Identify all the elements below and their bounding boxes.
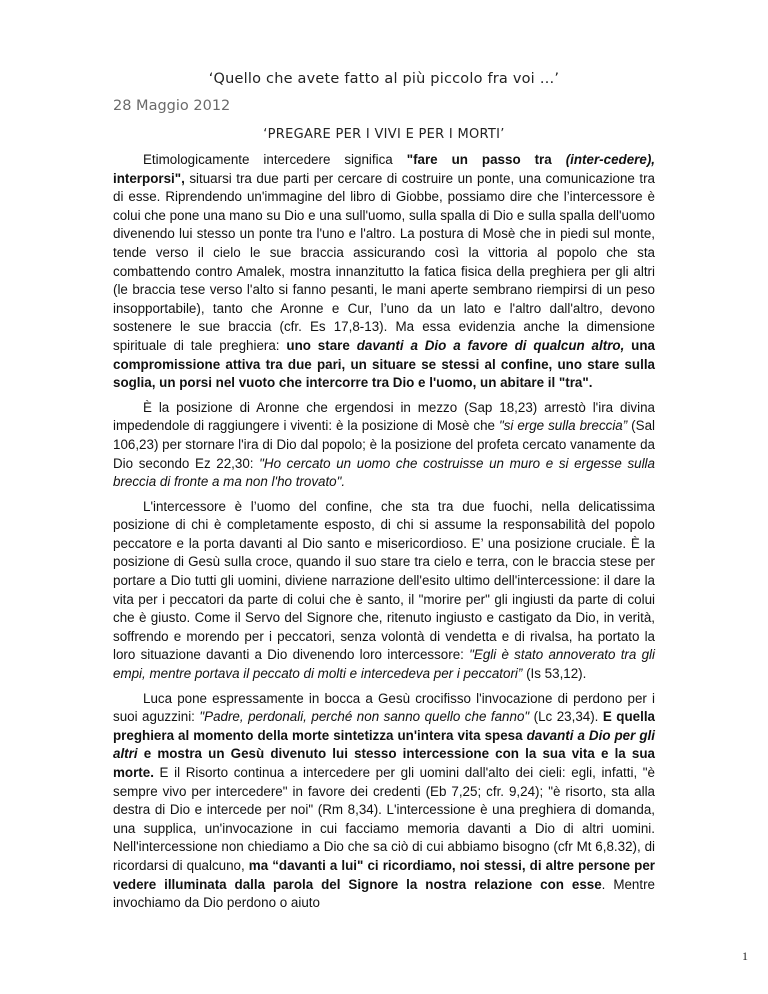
text-run: interporsi", — [113, 170, 185, 186]
text-run: Etimologicamente intercedere significa — [143, 152, 407, 167]
text-run: Luca pone espressamente in bocca a Gesù crocifisso l'invocazione di perdono per i suoi aguzzini: — [113, 690, 655, 725]
text-run: davanti a Dio per gli altri — [113, 727, 655, 762]
text-run: L'intercessore è l’uomo del confine, che sta tra due fuochi, nella delicatissima posizione di chi è completamente esposto, di chi si assume la responsabilità del popolo peccatore e la porta davanti al Dio santo e misericordioso. E’ una posizione cruciale. È la posizione di Gesù sulla croce, quando il suo stare tra cielo e terra, con le braccia stese per portare a Dio tutti gli uomini, diviene narrazione dell'esito ultimo dell'intercessione: il dare la vita per i peccatori da parte di colui che è santo, il "morire per" gli ingiusti da parte di colui che è giusto. Come il Servo del Signore che, ritenuto ingiusto e castigato da Dio, in verità, soffrendo e morendo per i peccatori, senza volontà di vendetta e di rivalsa, ha portato la loro situazione davanti a Dio divenendo loro intercessore: — [113, 498, 655, 663]
text-run: (Sal 106,23) per stornare l'ira di Dio dal popolo; è la posizione del profeta cercato vanamente da Dio secondo Ez 22,30: — [113, 418, 655, 471]
text-run: ma “davanti a lui" ci ricordiamo, noi stessi, di altre persone per vedere illuminata dalla parola del Signore la nostra relazione con esse — [113, 857, 655, 892]
header-date: 28 Maggio 2012 — [113, 98, 231, 114]
text-run: E quella preghiera al momento della morte sintetizza un'intera vita spesa — [113, 709, 655, 743]
text-run: "fare un passo tra — [406, 152, 566, 167]
text-run: situarsi tra due parti per cercare di costruire un ponte, una comunicazione tra di esse. Riprendendo un'immagine del libro di Giobbe, possiamo dire che l’intercessore è colui che pone una mano su Dio e una sull'uomo, sulla spalla di Dio e sulla spalla dell'uomo divenendo lui stesso un ponte tra l'uno e l'altro. La postura di Mosè che in piedi sul monte, tende verso il cielo le sue braccia assicurando così la vittoria al popolo che sta combattendo contro Amalek, mostra innanzitutto la fatica fisica della preghiera per gli altri (le braccia tese verso l'alto si fanno pesanti, le mani aperte sembrano riempirsi di un peso insopportabile), tanto che Aronne e Cur, l’uno da un lato e l'altro dall'altro, devono sostenere le sue braccia (cfr. Es 17,8-13). Ma essa evidenzia anche la dimensione spirituale di tale preghiera: — [113, 170, 655, 353]
text-run: "si erge sulla breccia” — [498, 418, 628, 434]
text-run: E il Risorto continua a intercedere per gli uomini dall'alto dei cieli: egli, infatti, "è sempre vivo per intercedere" in favore dei credenti (Eb 7,25; cfr. 9,24); "è risorto, sta alla destra di Dio e intercede per noi" (Rm 8,34). L'intercessione è una preghiera di domanda, una supplica, un'invocazione in cui facciamo memoria davanti a Dio di altri uomini. Nell'intercessione non chiediamo a Dio che sa ciò di cui abbiamo bisogno (cfr Mt 6,8.32), di ricordarsi di qualcuno, — [113, 765, 655, 873]
text-run: (Is 53,12). — [522, 666, 587, 682]
page-number: 1 — [742, 949, 748, 963]
paragraph-2 — [113, 399, 655, 492]
paragraph-1 — [113, 151, 655, 393]
text-run: "Egli è stato annoverato tra gli empi, mentre portava il peccato di molti e intercedeva per i peccatori” — [113, 647, 655, 682]
text-run: (Lc 23,34). — [529, 709, 603, 725]
text-run: . Mentre invochiamo da Dio perdono o aiuto — [113, 876, 656, 911]
paragraph-4 — [113, 690, 655, 913]
text-run: "Padre, perdonali, perché non sanno quello che fanno" — [199, 709, 530, 725]
text-run: (inter-cedere), — [565, 152, 655, 167]
body-text — [113, 151, 655, 919]
header-title: ‘PREGARE PER I VIVI E PER I MORTI’ — [263, 127, 505, 142]
header-quote: ‘Quello che avete fatto al più piccolo fra voi …’ — [208, 71, 560, 87]
text-run: È la posizione di Aronne che ergendosi in mezzo (Sap 18,23) arrestò l'ira divina impedendole di raggiungere i viventi: è la posizione di Mosè che — [113, 399, 655, 434]
paragraph-3 — [113, 498, 655, 684]
text-run: "Ho cercato un uomo che costruisse un muro e si ergesse sulla breccia di fronte a ma non l'ho trovato". — [113, 455, 655, 490]
text-run: davanti a Dio a favore di qualcun altro, — [356, 337, 625, 353]
text-run: una compromissione attiva tra due pari, un situare se stessi al confine, uno stare sulla soglia, un porsi nel vuoto che intercorre tra Dio e l'uomo, un abitare il "tra". — [113, 337, 655, 391]
text-run: uno stare — [286, 337, 357, 353]
text-run: e mostra un Gesù divenuto lui stesso intercessione con la sua vita e la sua morte. — [113, 746, 655, 780]
